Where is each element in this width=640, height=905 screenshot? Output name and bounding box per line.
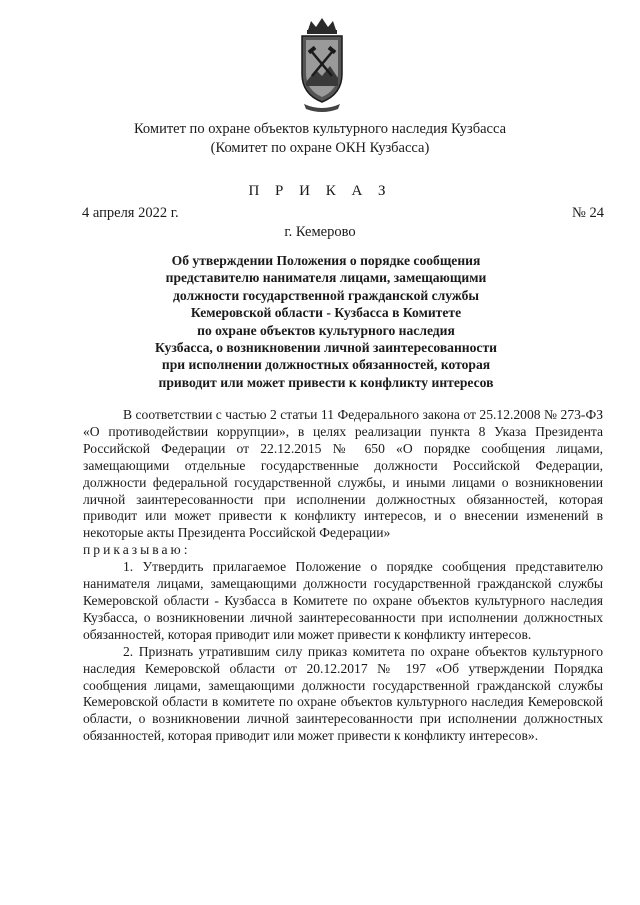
document-type: П Р И К А З: [248, 183, 392, 199]
organization-short-name: (Комитет по охране ОКН Кузбасса): [210, 140, 430, 156]
heading-line: приводит или может привести к конфликту интересов: [158, 374, 494, 390]
coat-of-arms-emblem: [294, 16, 350, 116]
document-number: № 24: [572, 205, 604, 221]
heading-line: Кемеровской области - Кузбасса в Комитете: [190, 305, 462, 321]
order-item-1: 1. Утвердить прилагаемое Положение о порядке сообщения представителю нанимателя лицами, замещающими должности государственной гражданской службы Кемеровской области - Кузбасса в Комитете по охране объектов культурного наследия Кузбасса, о возникновении личной заинтересованности при исполнении должностных обязанностей, которая приводит или может привести к конфликту интересов.: [83, 559, 603, 642]
organization-name: Комитет по охране объектов культурного наследия Кузбасса: [133, 121, 507, 137]
heading-line: Об утверждении Положения о порядке сообщения: [171, 253, 481, 268]
organization-name-block: [0, 120, 640, 158]
order-item-2: 2. Признать утратившим силу приказ комитета по охране объектов культурного наследия Кемеровской области от 20.12.2017 № 197 «Об утверждении Порядка сообщения лицами, замещающими должности государственной гражданской службы Кемеровской области в комитете по охране объектов культурного наследия Кемеровской области, о возникновении личной заинтересованности при исполнении должностных обязанностей, которая приводит или может привести к конфликту интересов».: [83, 643, 603, 744]
preamble-paragraph: В соответствии с частью 2 статьи 11 Федерального закона от 25.12.2008 № 273-ФЗ «О противодействии коррупции», в целях реализации пункта 8 Указа Президента Российской Федерации от 22.12.2015 № 650 «О порядке сообщения лицами, замещающими отдельные государственные должности Российской Федерации, должности федеральной государственной службы, и иными лицами о возникновении личной заинтересованности при исполнении должностных обязанностей, которая приводит или может привести к конфликту интересов, и о внесении изменений в некоторые акты Президента Российской Федерации»: [83, 407, 603, 541]
document-date: 4 апреля 2022 г.: [82, 205, 179, 221]
heading-line: представителю нанимателя лицами, замещающими: [165, 270, 487, 286]
document-body: [83, 407, 603, 745]
decree-word: приказываю:: [83, 542, 191, 558]
heading-line: должности государственной гражданской службы: [173, 287, 479, 303]
heading-line: по охране объектов культурного наследия: [197, 322, 455, 338]
heading-line: при исполнении должностных обязанностей, которая: [161, 357, 491, 373]
document-city: г. Кемерово: [284, 224, 356, 240]
heading-line: Кузбасса, о возникновении личной заинтересованности: [155, 340, 497, 356]
document-heading: [130, 252, 522, 391]
